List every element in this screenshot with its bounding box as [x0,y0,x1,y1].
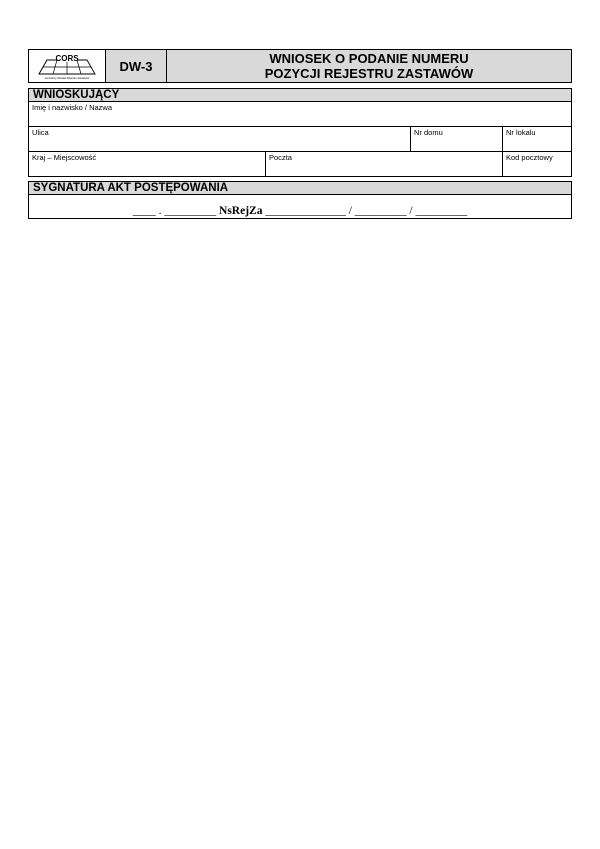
logo-text: CORS [55,54,79,63]
country-city-field[interactable] [29,152,265,176]
cors-logo [29,50,106,82]
sig-register-code: NsRejZa [219,205,263,217]
flat-number-field[interactable] [502,127,571,151]
flat-number-label: Nr lokalu [506,128,536,137]
case-signature-template [29,205,571,217]
post-office-field[interactable] [265,152,502,176]
street-label: Ulica [32,128,49,137]
country-city-label: Kraj – Miejscowość [32,153,97,162]
house-number-label: Nr domu [414,128,443,137]
applicant-section-title: WNIOSKUJĄCY [28,88,572,102]
address-row [28,127,572,152]
form-header [28,49,572,83]
form-title-line2: POZYCJI REJESTRU ZASTAWÓW [264,66,474,81]
postal-code-field[interactable] [502,152,571,176]
case-signature-row[interactable] [28,195,572,219]
form-title [167,50,571,82]
cors-logo-icon [35,52,99,80]
applicant-name-label: Imię i nazwisko / Nazwa [32,103,113,112]
post-office-label: Poczta [269,153,292,162]
applicant-name-row [28,102,572,127]
logo-subtext: Centralny Ośrodek Rejestru Zastawów [44,77,90,80]
city-row [28,152,572,177]
applicant-name-field[interactable] [29,102,571,126]
dw3-form [28,49,572,219]
house-number-field[interactable] [410,127,502,151]
sig-part2: ______________ / _________ / _________ [262,205,468,217]
postal-code-label: Kod pocztowy [506,153,553,162]
sig-part1: ____ . _________ [132,205,220,217]
form-code: DW-3 [106,50,167,82]
case-signature-section-title: SYGNATURA AKT POSTĘPOWANIA [28,181,572,195]
form-title-line1: WNIOSEK O PODANIE NUMERU [269,51,469,66]
street-field[interactable] [29,127,410,151]
